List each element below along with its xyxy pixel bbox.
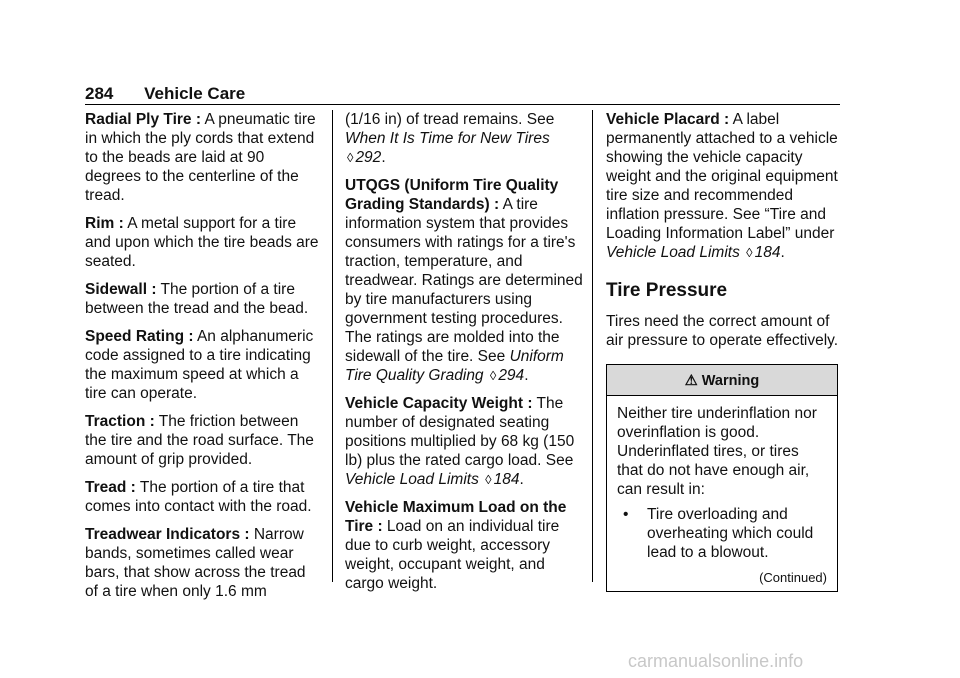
term: Vehicle Maximum Load on the Tire :: [345, 499, 567, 535]
header-rule: [85, 104, 840, 105]
warning-text: Neither tire underinflation nor overinflation is good. Underinflated tires, or tires that do not have enough air, can result in:: [617, 405, 817, 498]
bullet-text: Tire overloading and overheating which could lead to a blowout.: [647, 506, 814, 561]
column-divider: [592, 110, 593, 582]
cross-reference-link[interactable]: Vehicle Load Limits: [345, 471, 479, 488]
definition-sidewall: [85, 280, 320, 318]
definition-vehicle-capacity-weight: Vehicle Capacity Weight : The number of designated seating positions multiplied by 68 kg (150 lb) plus the rated cargo load. See Vehicle Load Limits ◊ 184.: [345, 395, 575, 488]
page-reference-icon: ◊: [489, 368, 497, 383]
page-reference-icon: ◊: [485, 472, 492, 487]
term: Vehicle Placard :: [606, 111, 730, 128]
watermark: carmanualsonline.info: [628, 651, 804, 671]
column-2: [345, 110, 585, 602]
definition-radial-ply-tire: [85, 110, 320, 205]
definition-traction: [85, 412, 320, 469]
page-header: [85, 84, 245, 103]
term: UTQGS (Uniform Tire Quality Grading Standards) :: [345, 177, 559, 213]
warning-title: Warning: [701, 373, 760, 389]
warning-icon: ⚠: [684, 373, 698, 389]
bullet-icon: •: [623, 506, 629, 523]
page-reference[interactable]: 292: [355, 149, 382, 166]
column-3: [606, 110, 846, 592]
continuation-text: (1/16 in) of tread remains. See: [345, 111, 555, 128]
cross-reference-link[interactable]: When It Is Time for New Tires: [345, 130, 550, 147]
section-heading: Tire Pressure: [606, 280, 728, 301]
term: Tread :: [85, 479, 136, 496]
definition-text: The portion of a tire that comes into contact with the road.: [85, 479, 312, 515]
definition-vehicle-placard: Vehicle Placard : A label permanently attached to a vehicle showing the vehicle capacity weight and the original equipment tire size and recommended inflation pressure. See “Tire and Loading Information Label” under Vehicle Load Limits ◊ 184.: [606, 111, 838, 261]
definition-text: A pneumatic tire in which the ply cords that extend to the beads are laid at 90 degrees to the centerline of the tread.: [85, 111, 316, 204]
term: Rim :: [85, 215, 124, 232]
definition-treadwear-indicators: [85, 525, 320, 601]
continued-label: (Continued): [759, 570, 827, 585]
definition-text: The friction between the tire and the road surface. The amount of grip provided.: [85, 413, 314, 468]
warning-header: [607, 365, 837, 396]
page-reference[interactable]: 184: [754, 244, 781, 261]
page-reference[interactable]: 294: [498, 367, 525, 384]
definition-tread: [85, 478, 320, 516]
term: Traction :: [85, 413, 155, 430]
definition-text: A label permanently attached to a vehicle showing the vehicle capacity weight and the original equipment tire size and recommended inflation pressure. See “Tire and Loading Information Label” under: [606, 111, 838, 242]
term: Radial Ply Tire :: [85, 111, 202, 128]
definition-vehicle-maximum-load: [345, 498, 585, 593]
page-reference-icon: ◊: [347, 150, 354, 165]
definition-text: The portion of a tire between the tread and the bead.: [85, 281, 309, 317]
warning-box: [606, 364, 838, 592]
cross-reference-link[interactable]: Vehicle Load Limits: [606, 244, 740, 261]
definition-text: Load on an individual tire due to curb weight, accessory weight, occupant weight, and cargo weight.: [345, 518, 560, 592]
page-reference[interactable]: 184: [493, 471, 520, 488]
intro-paragraph: Tires need the correct amount of air pressure to operate effectively.: [606, 313, 839, 349]
column-1: [85, 110, 320, 610]
term: Sidewall :: [85, 281, 157, 298]
page-reference-icon: ◊: [746, 245, 753, 260]
warning-body: [607, 396, 837, 591]
definition-text: Narrow bands, sometimes called wear bars, that show across the tread of a tire when only 1.6 mm: [85, 526, 306, 600]
definition-text: An alphanumeric code assigned to a tire indicating the maximum speed at which a tire can operate.: [85, 328, 314, 402]
cross-reference-link[interactable]: Uniform Tire Quality Grading: [345, 348, 564, 384]
definition-rim: [85, 214, 320, 271]
definition-text: A tire information system that provides consumers with ratings for a tire's traction, temperature, and treadwear. Ratings are determined by tire manufacturers using government testing procedures. The ratings are molded into the sidewall of the tire. See: [345, 196, 583, 365]
term: Speed Rating :: [85, 328, 194, 345]
section-title: Vehicle Care: [144, 84, 246, 103]
term: Treadwear Indicators :: [85, 526, 250, 543]
warning-bullet: [623, 505, 827, 562]
definition-utqgs: UTQGS (Uniform Tire Quality Grading Standards) : A tire information system that provides consumers with ratings for a tire's traction, temperature, and treadwear. Ratings are determined by tire manufacturers using government testing procedures. The ratings are molded into the sidewall of the tire. See Uniform Tire Quality Grading ◊ 294.: [345, 177, 583, 384]
column-divider: [332, 110, 333, 582]
term: Vehicle Capacity Weight :: [345, 395, 533, 412]
continuation-paragraph: (1/16 in) of tread remains. See When It Is Time for New Tires ◊ 292.: [345, 111, 555, 166]
definition-text: The number of designated seating positions multiplied by 68 kg (150 lb) plus the rated cargo load. See: [345, 395, 575, 469]
definition-speed-rating: [85, 327, 320, 403]
page-number: 284: [85, 84, 114, 103]
definition-text: A metal support for a tire and upon which the tire beads are seated.: [85, 215, 319, 270]
